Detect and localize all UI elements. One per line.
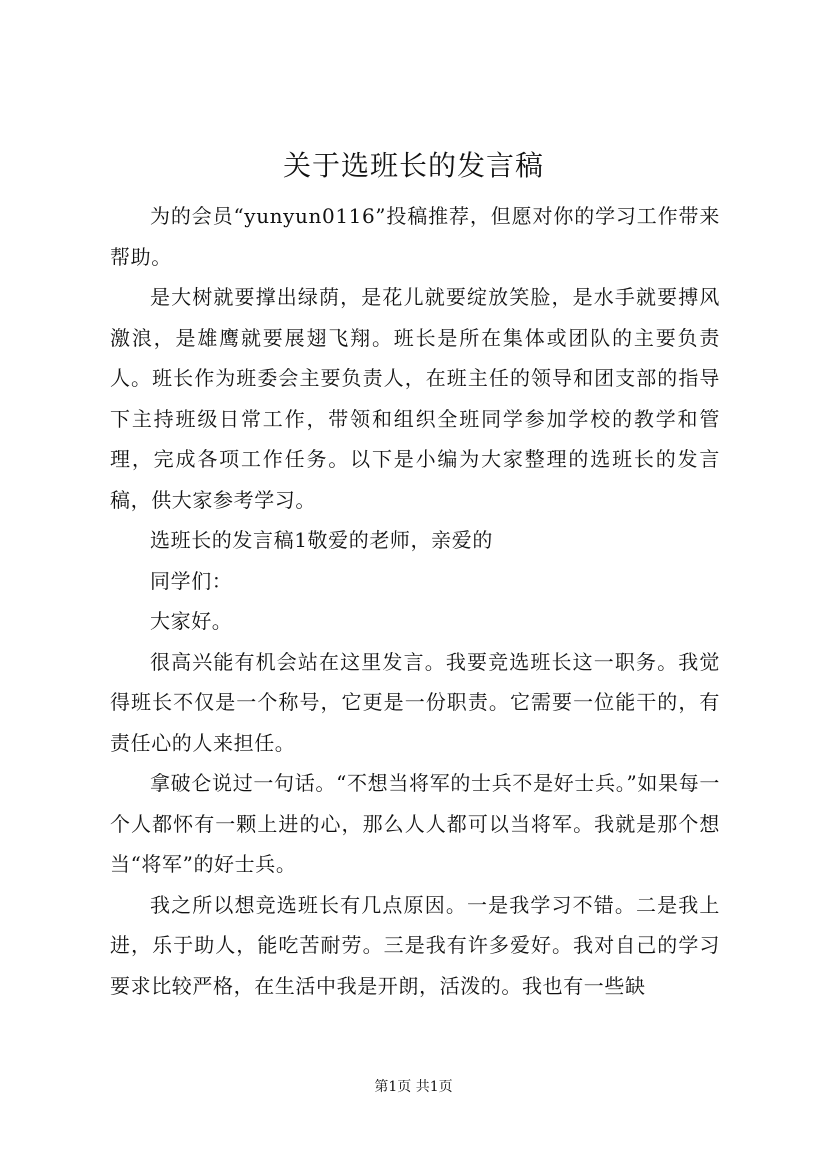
- paragraph-greeting: 大家好。: [150, 609, 233, 633]
- paragraph-speech-heading: 选班长的发言稿1敬爱的老师，亲爱的: [150, 528, 493, 552]
- document-title: 关于选班长的发言稿: [282, 149, 544, 182]
- paragraph-intro: 为的会员“yunyun0116”投稿推荐，但愿对你的学习工作带来帮助。: [110, 204, 720, 269]
- paragraph-salutation: 同学们：: [150, 568, 233, 593]
- paragraph-reasons: 我之所以想竞选班长有几点原因。一是我学习不错。二是我上进，乐于助人，能吃苦耐劳。三是我有许多爱好。我对自己的学习要求比较严格，在生活中我是开朗，活泼的。我也有一些缺: [110, 892, 720, 998]
- document-body: [110, 196, 720, 1006]
- paragraph-opening: 很高兴能有机会站在这里发言。我要竞选班长这一职务。我觉得班长不仅是一个称号，它更是一份职责。它需要一位能干的，有责任心的人来担任。: [110, 649, 720, 755]
- page-footer: 第1页 共1页: [374, 1079, 453, 1095]
- paragraph-quote: 拿破仑说过一句话。“不想当将军的士兵不是好士兵。”如果每一个人都怀有一颗上进的心，那么人人都可以当将军。我就是那个想当“将军”的好士兵。: [110, 771, 720, 876]
- paragraph-background: 是大树就要撑出绿荫，是花儿就要绽放笑脸，是水手就要搏风激浪，是雄鹰就要展翅飞翔。班长是所在集体或团队的主要负责人。班长作为班委会主要负责人，在班主任的领导和团支部的指导下主持班级日常工作，带领和组织全班同学参加学校的教学和管理，完成各项工作任务。以下是小编为大家整理的选班长的发言稿，供大家参考学习。: [110, 285, 720, 512]
